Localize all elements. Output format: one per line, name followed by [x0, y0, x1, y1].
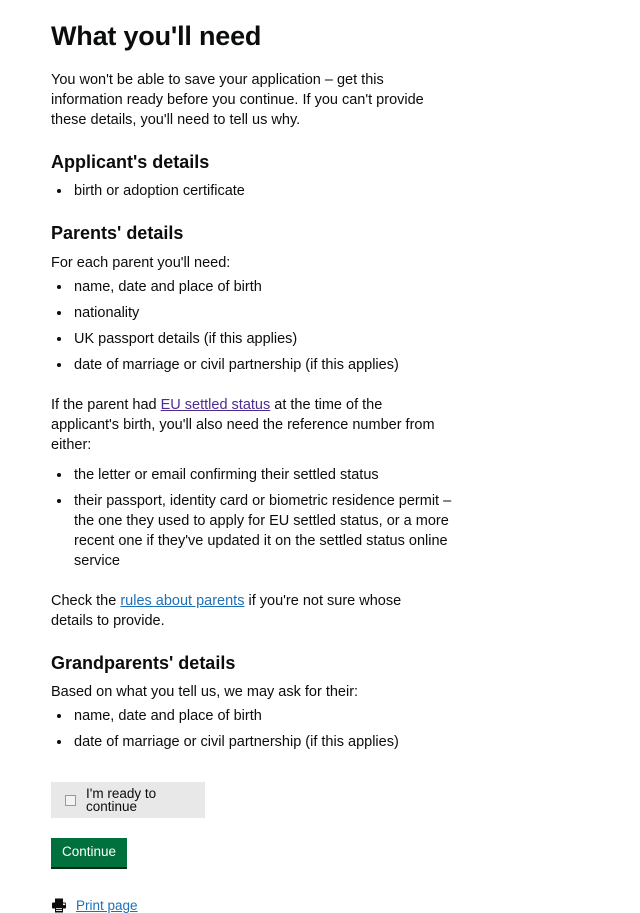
applicant-details-list [51, 181, 472, 201]
print-page-link[interactable]: Print page [76, 897, 138, 913]
spacer [51, 581, 590, 591]
ready-to-continue-checkbox[interactable] [65, 795, 76, 806]
rules-about-parents-paragraph [51, 591, 443, 631]
page-title: What you'll need [51, 21, 262, 51]
ready-to-continue-checkbox-row[interactable] [51, 782, 205, 818]
rules-text-after: if you're not sure whose details to provide. [51, 592, 402, 629]
rules-text-before: Check the [51, 592, 121, 609]
grandparents-details-heading: Grandparents' details [51, 652, 236, 673]
list-item: • name, date and place of birth [72, 706, 472, 726]
continue-button[interactable]: Continue [51, 838, 127, 869]
list-item: • name, date and place of birth [72, 277, 472, 297]
list-item: • birth or adoption certificate [72, 181, 472, 201]
parents-details-list [51, 277, 472, 375]
spacer [51, 385, 590, 395]
settled-status-reference-list [51, 465, 472, 571]
rules-about-parents-link[interactable]: rules about parents [120, 592, 245, 609]
list-item: • the letter or email confirming their settled status [72, 465, 472, 485]
settled-status-text-before: If the parent had [51, 396, 161, 413]
applicant-details-heading: Applicant's details [51, 151, 210, 172]
settled-status-paragraph [51, 395, 443, 455]
ready-to-continue-label: I'm ready to continue [86, 785, 157, 815]
parents-lead-text: For each parent you'll need: [51, 254, 231, 271]
list-item: • their passport, identity card or biometric residence permit – the one they used to apply for EU settled status, or a more recent one if they've updated it on the settled status online service [72, 491, 472, 571]
print-page-row[interactable] [51, 898, 590, 913]
intro-paragraph: You won't be able to save your application – get this information ready before you continue. If you can't provide these details, you'll need to tell us why. [51, 71, 424, 128]
settled-status-text-after: at the time of the applicant's birth, you'll also need the reference number from either: [51, 396, 435, 453]
parents-details-heading: Parents' details [51, 223, 184, 244]
list-item: • nationality [72, 303, 472, 323]
list-item: • date of marriage or civil partnership (if this applies) [72, 732, 472, 752]
eu-settled-status-link[interactable]: EU settled status [160, 396, 271, 413]
list-item: • date of marriage or civil partnership (if this applies) [72, 355, 472, 375]
grandparents-lead-text: Based on what you tell us, we may ask for their: [51, 684, 359, 701]
grandparents-details-list [51, 706, 472, 752]
list-item: • UK passport details (if this applies) [72, 329, 472, 349]
printer-icon [51, 898, 67, 913]
